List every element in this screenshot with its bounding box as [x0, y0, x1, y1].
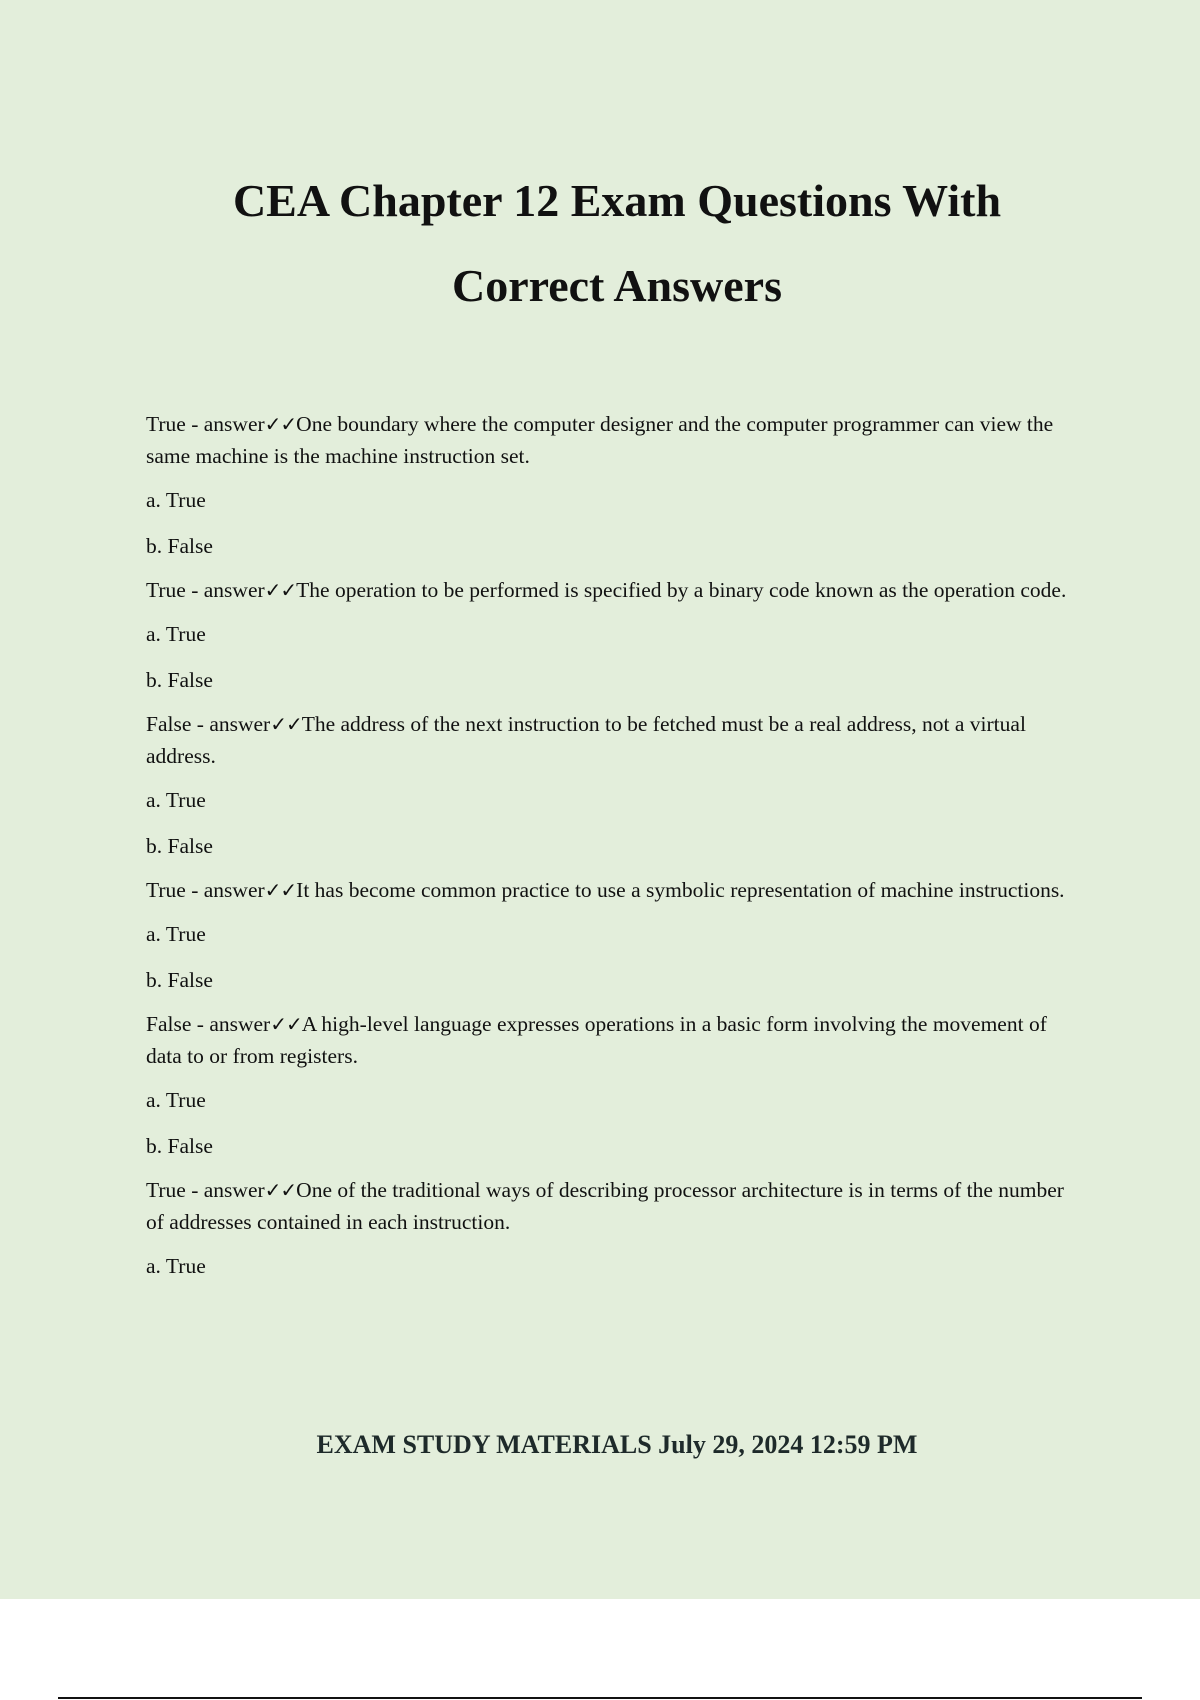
answer-label: answer [203, 1178, 265, 1202]
answer-label: answer [203, 412, 265, 436]
double-check-icon: ✓✓ [270, 1012, 302, 1036]
question-text: False - answer✓✓The address of the next instruction to be fetched must be a real address, not a virtual address. [146, 712, 1026, 768]
question-statement: A high-level language expresses operations in a basic form involving the movement of data to or from registers. [146, 1012, 1047, 1068]
question-list [146, 408, 1086, 1296]
question-statement: One boundary where the computer designer and the computer programmer can view the same machine is the machine instruction set. [146, 412, 1054, 468]
double-check-icon: ✓✓ [270, 712, 302, 736]
question-text: True - answer✓✓One of the traditional ways of describing processor architecture is in terms of the number of addresses contained in each instruction. [146, 1178, 1064, 1234]
option-a: a. True [146, 488, 206, 512]
question-statement: The address of the next instruction to be fetched must be a real address, not a virtual address. [146, 712, 1026, 768]
answer-value: True [146, 412, 186, 436]
double-check-icon: ✓✓ [264, 578, 297, 602]
question-item-3 [146, 708, 1086, 862]
question-statement: The operation to be performed is specified by a binary code known as the operation code. [296, 578, 1067, 602]
question-statement: It has become common practice to use a symbolic representation of machine instructions. [296, 878, 1065, 902]
question-item-4 [146, 874, 1086, 996]
option-a: a. True [146, 622, 206, 646]
question-item-1 [146, 408, 1086, 562]
option-b: b. False [146, 534, 213, 558]
question-item-5 [146, 1008, 1086, 1162]
title-line-2: Correct Answers [452, 260, 782, 311]
answer-value: True [146, 878, 186, 902]
answer-value: True [146, 578, 186, 602]
document-title [0, 158, 1200, 328]
option-b: b. False [146, 968, 213, 992]
footer-stamp: EXAM STUDY MATERIALS July 29, 2024 12:59 PM [316, 1430, 918, 1459]
question-statement: One of the traditional ways of describing processor architecture is in terms of the number of addresses contained in each instruction. [146, 1178, 1064, 1234]
question-text: True - answer✓✓The operation to be performed is specified by a binary code known as the operation code. [146, 578, 1067, 602]
double-check-icon: ✓✓ [264, 412, 297, 436]
question-item-2 [146, 574, 1086, 696]
question-text: False - answer✓✓A high-level language expresses operations in a basic form involving the movement of data to or from registers. [146, 1012, 1047, 1068]
option-b: b. False [146, 834, 213, 858]
double-check-icon: ✓✓ [264, 1178, 297, 1202]
answer-label: answer [209, 1012, 271, 1036]
question-item-6 [146, 1174, 1086, 1282]
answer-label: answer [209, 712, 271, 736]
answer-value: False [146, 712, 192, 736]
option-b: b. False [146, 668, 213, 692]
title-line-1: CEA Chapter 12 Exam Questions With [232, 175, 1002, 226]
question-text: True - answer✓✓One boundary where the computer designer and the computer programmer can view the same machine is the machine instruction set. [146, 412, 1054, 468]
answer-value: False [146, 1012, 192, 1036]
option-a: a. True [146, 922, 206, 946]
option-a: a. True [146, 1254, 206, 1278]
option-a: a. True [146, 788, 206, 812]
question-text: True - answer✓✓It has become common practice to use a symbolic representation of machine instructions. [146, 878, 1065, 902]
double-check-icon: ✓✓ [264, 878, 297, 902]
option-b: b. False [146, 1134, 213, 1158]
answer-value: True [146, 1178, 186, 1202]
answer-label: answer [203, 578, 265, 602]
page-divider [58, 1697, 1142, 1699]
option-a: a. True [146, 1088, 206, 1112]
answer-label: answer [203, 878, 265, 902]
